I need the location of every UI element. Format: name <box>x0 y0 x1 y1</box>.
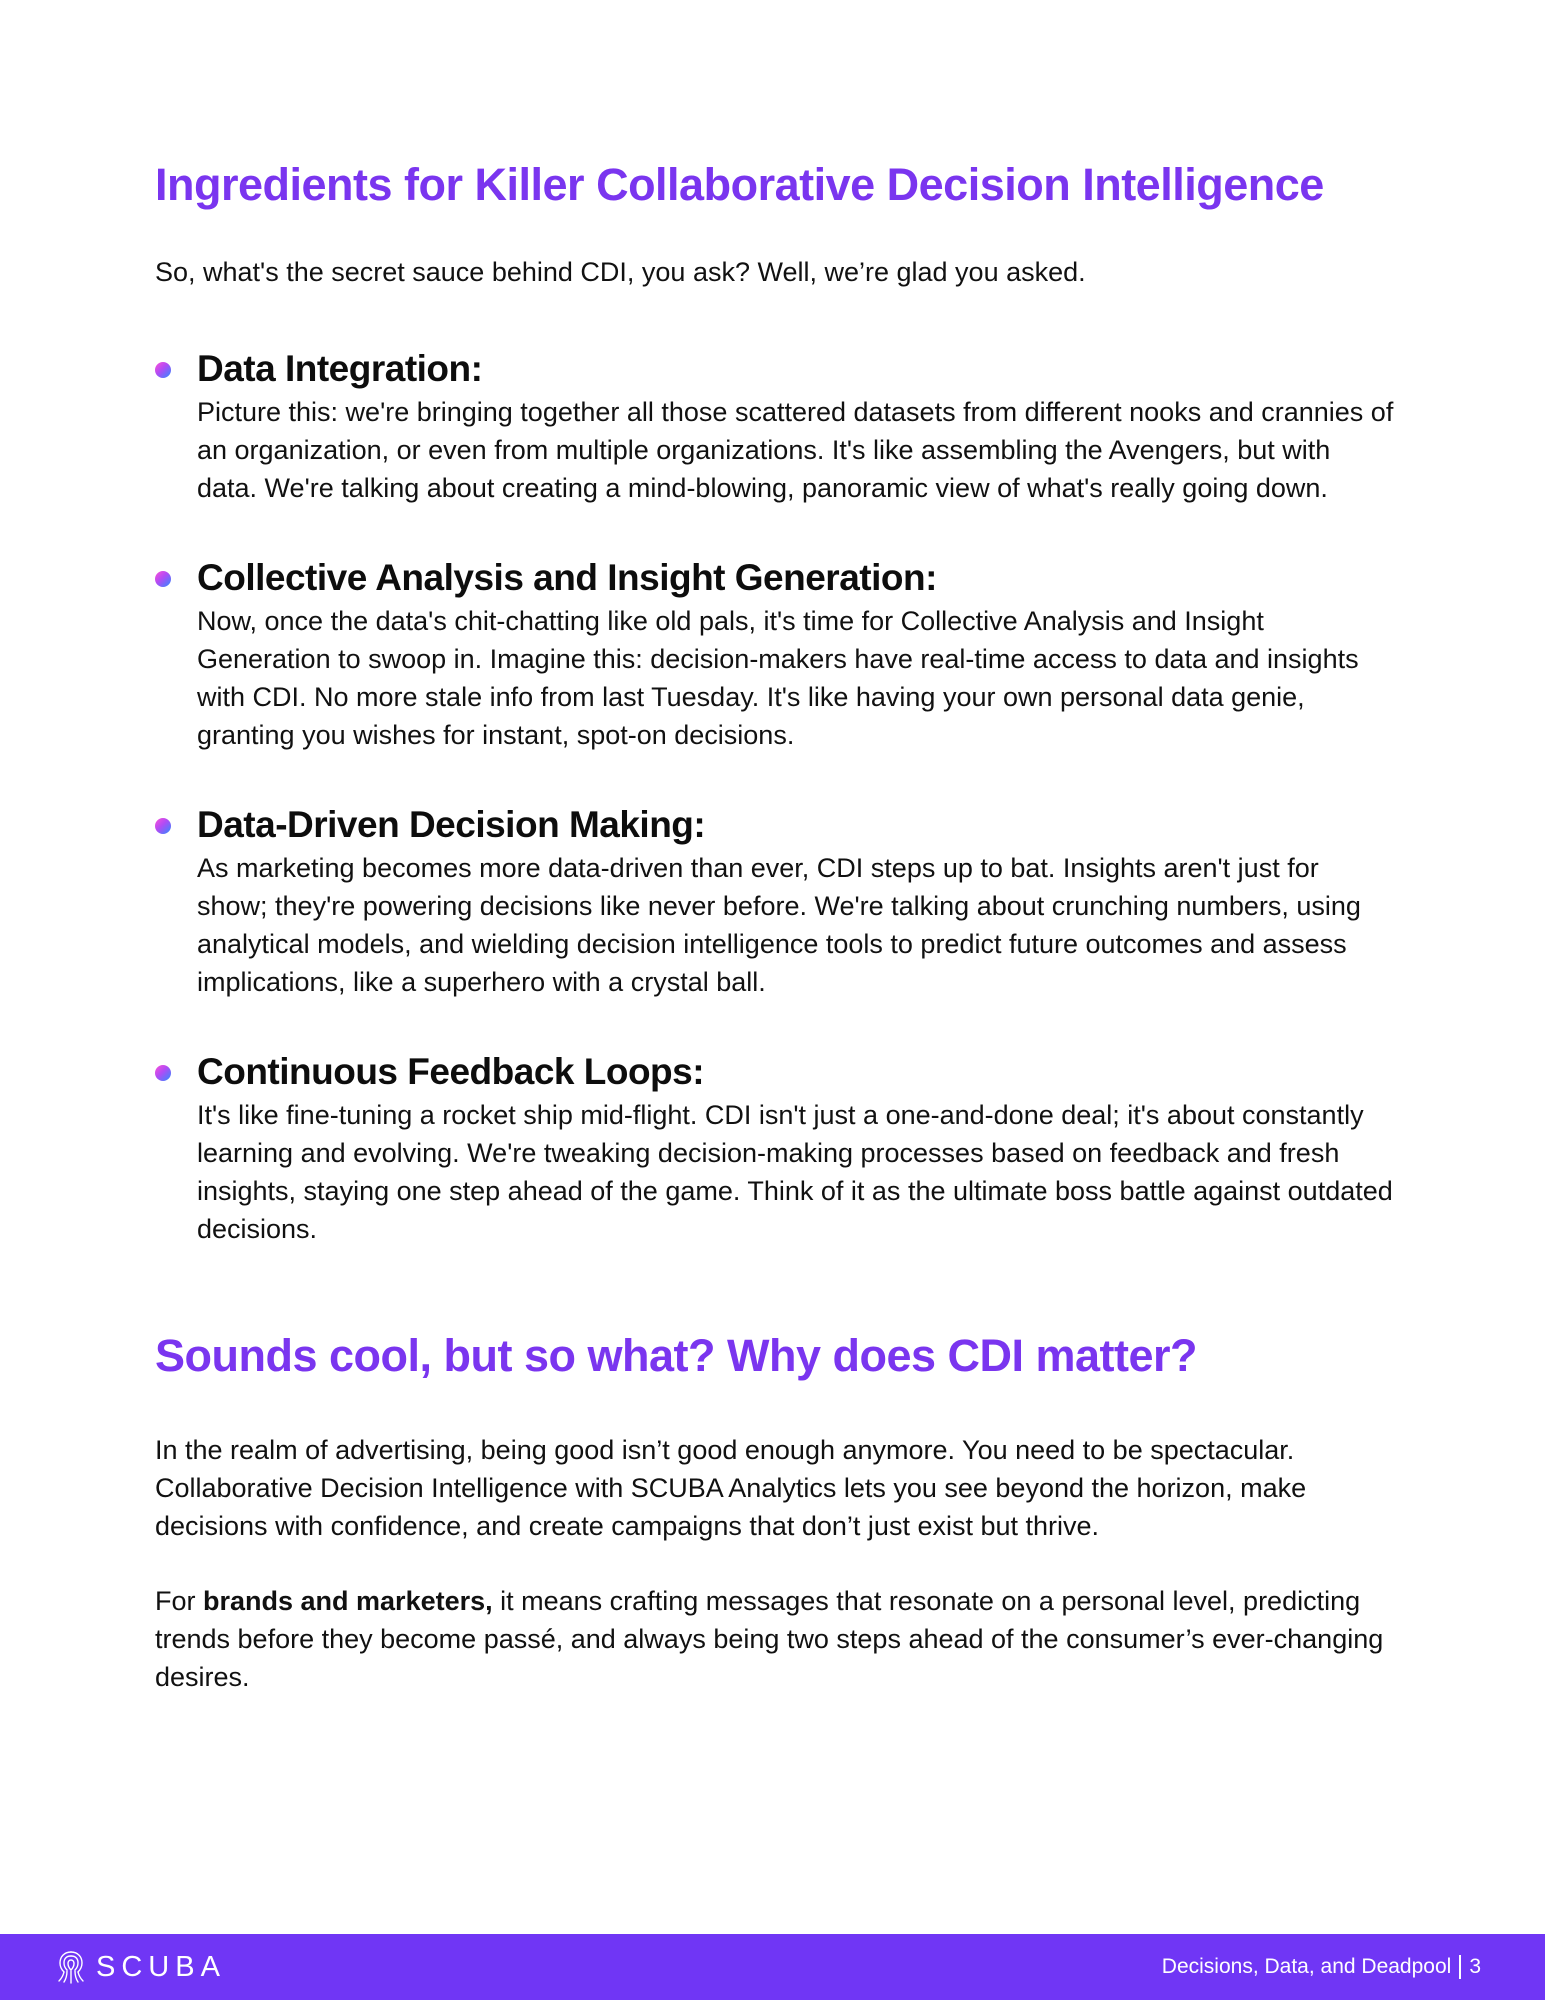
bullet-dot-icon <box>155 1065 171 1081</box>
ingredients-list <box>155 345 1395 1248</box>
bullet-text: It's like fine-tuning a rocket ship mid-flight. CDI isn't just a one-and-done deal; it's about constantly learning and evolving. We're tweaking decision-making processes based on feedback and fresh insights, staying one step ahead of the game. Think of it as the ultimate boss battle against outdated decisions. <box>197 1100 1393 1244</box>
paragraph-brands-bold: brands and marketers, <box>203 1586 493 1616</box>
fingerprint-octopus-icon <box>56 1950 86 1984</box>
footer-divider <box>1459 1955 1461 1979</box>
bullet-dot-icon <box>155 571 171 587</box>
paragraph-advertising: In the realm of advertising, being good isn’t good enough anymore. You need to be spectacular. Collaborative Decision Intelligence with SCUBA Analytics lets you see beyond the horizon, make decisions with confidence, and create campaigns that don’t just exist but thrive. <box>155 1435 1307 1541</box>
section-why-cdi <box>155 1326 1395 1696</box>
section-heading-ingredients: Ingredients for Killer Collaborative Decision Intelligence <box>155 159 1324 210</box>
bullet-title: Collective Analysis and Insight Generation: <box>197 557 937 598</box>
bullet-text: Now, once the data's chit-chatting like old pals, it's time for Collective Analysis and Insight Generation to swoop in. Imagine this: decision-makers have real-time access to data and insights with CDI. No more stale info from last Tuesday. It's like having your own personal data genie, granting you wishes for instant, spot-on decisions. <box>197 606 1359 750</box>
bullet-text: As marketing becomes more data-driven than ever, CDI steps up to bat. Insights aren't just for show; they're powering decisions like never before. We're talking about crunching numbers, using analytical models, and wielding decision intelligence tools to predict future outcomes and assess implications, like a superhero with a crystal ball. <box>197 853 1361 997</box>
list-item <box>155 801 1395 1001</box>
paragraph-brands <box>155 1582 1395 1696</box>
logo-wordmark: SCUBA <box>96 1950 226 1983</box>
bullet-title: Continuous Feedback Loops: <box>197 1051 705 1092</box>
page-footer <box>0 1934 1545 2000</box>
scuba-logo <box>56 1949 226 1985</box>
footer-meta <box>1162 1952 1481 1982</box>
page-number: 3 <box>1469 1955 1481 1978</box>
page-content <box>155 150 1395 1696</box>
list-item <box>155 554 1395 754</box>
bullet-dot-icon <box>155 818 171 834</box>
bullet-text: Picture this: we're bringing together all those scattered datasets from different nooks and crannies of an organization, or even from multiple organizations. It's like assembling the Avengers, but with data. We're talking about creating a mind-blowing, panoramic view of what's really going down. <box>197 397 1394 503</box>
paragraph-brands-prefix: For <box>155 1586 204 1616</box>
paragraph-brands-rest: it means crafting messages that resonate on a personal level, predicting trends before they become passé, and always being two steps ahead of the consumer’s ever-changing desires. <box>155 1586 1384 1692</box>
list-item <box>155 1048 1395 1248</box>
section-heading-why-cdi: Sounds cool, but so what? Why does CDI matter? <box>155 1330 1198 1381</box>
bullet-dot-icon <box>155 362 171 378</box>
bullet-title: Data-Driven Decision Making: <box>197 804 706 845</box>
list-item <box>155 345 1395 507</box>
intro-paragraph: So, what's the secret sauce behind CDI, you ask? Well, we’re glad you asked. <box>155 257 1086 287</box>
bullet-title: Data Integration: <box>197 348 483 389</box>
document-title: Decisions, Data, and Deadpool <box>1161 1955 1452 1978</box>
